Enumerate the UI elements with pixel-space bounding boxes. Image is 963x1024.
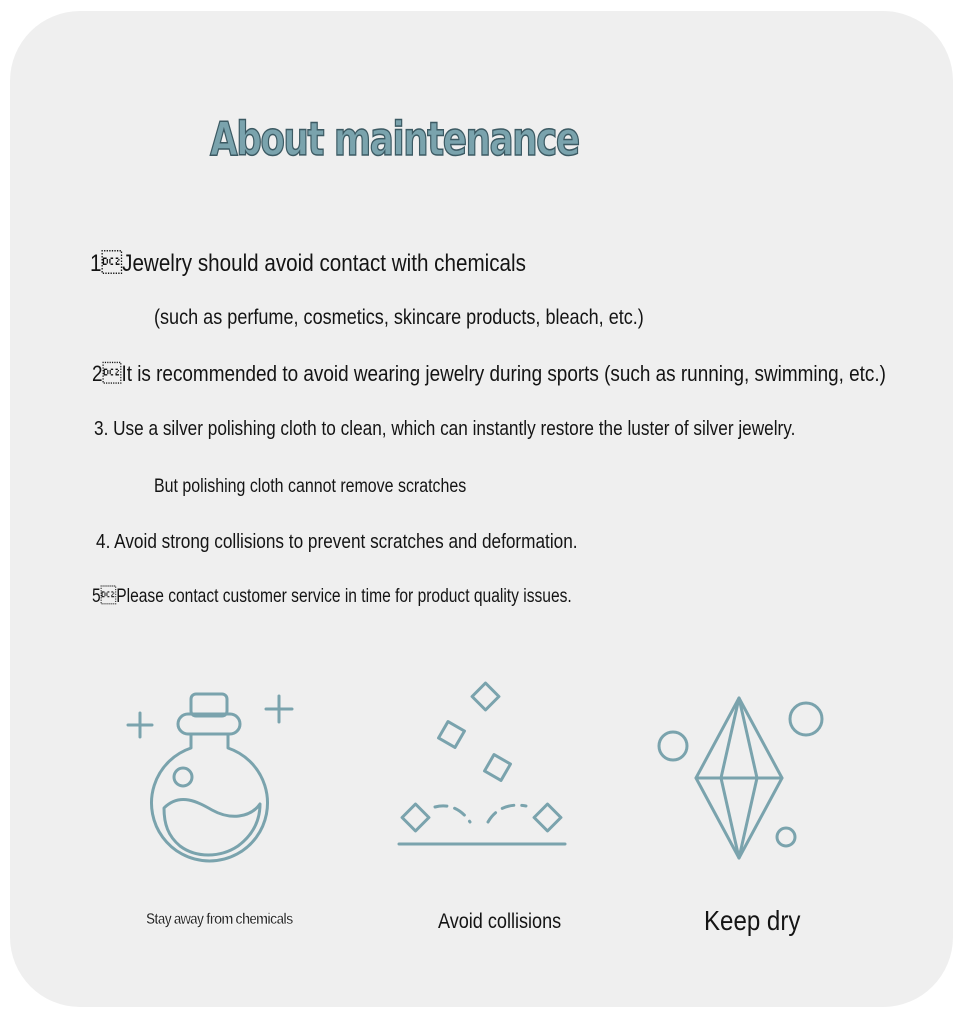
- tip-1: 1Jewelry should avoid contact with chemicals: [90, 250, 526, 277]
- chemical-flask-icon: [120, 680, 300, 870]
- diamond-crystal-icon: [654, 692, 826, 864]
- tip-5: 5Please contact customer service in time for product quality issues.: [92, 586, 572, 607]
- feature-caption-dry: Keep dry: [704, 905, 801, 936]
- tip-4: 4. Avoid strong collisions to prevent scratches and deformation.: [96, 531, 578, 553]
- tip-3-detail: But polishing cloth cannot remove scratches: [154, 476, 467, 497]
- feature-caption-chemicals: Stay away from chemicals: [146, 911, 293, 928]
- feature-caption-collisions: Avoid collisions: [438, 910, 562, 933]
- falling-cubes-icon: [392, 678, 574, 853]
- tip-2: 2It is recommended to avoid wearing jewelry during sports (such as running, swimming, etc.): [92, 361, 886, 386]
- tip-3: 3. Use a silver polishing cloth to clean, which can instantly restore the luster of silver jewelry.: [94, 418, 796, 440]
- tip-1-detail: (such as perfume, cosmetics, skincare products, bleach, etc.): [154, 306, 644, 329]
- page-title: About maintenance: [210, 112, 579, 166]
